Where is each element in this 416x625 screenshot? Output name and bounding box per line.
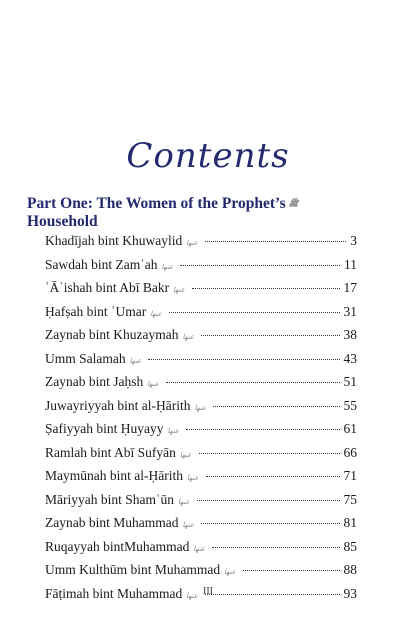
honorific-glyph-icon: عنها [182,521,195,529]
toc-entry-page: 31 [343,303,357,319]
toc-entry[interactable] [45,374,357,398]
honorific-glyph-icon: عنها [129,356,142,365]
dot-leader [201,523,339,524]
toc-entry-name: Sawdah bint Zamʿah [45,256,158,272]
toc-entry-name: ʿĀʾishah bint Abī Bakr [45,280,170,295]
toc-entry-name: Fāṭimah bint Muhammad [45,585,183,601]
toc-entry[interactable] [45,257,357,281]
dot-leader [201,335,339,336]
toc-entry-page: 55 [343,397,357,413]
toc-entry-name: Zaynab bint Khuzaymah [45,327,179,342]
honorific-glyph-icon: عنها [182,333,195,341]
part-heading-text-line2: Household [27,213,98,231]
honorific-glyph-icon: عنها [161,262,174,271]
toc-entry-name: Ḥafṣah bint ʿUmar [45,303,147,319]
toc-entry[interactable] [45,280,357,304]
toc-entry[interactable] [45,468,357,492]
dot-leader [206,476,340,477]
toc-entry-page: 3 [350,233,357,248]
honorific-glyph-icon: عنها [194,403,207,412]
toc-entry-page: 75 [343,491,357,507]
toc-entry-page: 93 [343,585,357,601]
toc-entry[interactable] [45,515,357,539]
toc-entry-page: 85 [343,538,357,554]
toc-entry[interactable] [45,539,357,563]
toc-entry-name: Ruqayyah bintMuhammad [45,538,190,554]
toc-entry[interactable] [45,351,357,375]
honorific-glyph-icon: عنها [147,380,159,388]
honorific-glyph-icon: عنها [186,591,198,600]
dot-leader [205,241,346,242]
dot-leader [243,570,340,571]
toc-entry[interactable] [45,327,357,351]
toc-entry-page: 51 [343,374,357,389]
dot-leader [148,359,339,360]
toc-entry-page: 43 [343,350,357,366]
page-title: Contents [126,136,290,176]
toc-entry-name: Umm Salamah [45,350,126,366]
toc-entry-name: Zaynab bint Jaḥsh [45,374,144,389]
part-heading [27,195,347,231]
toc-entry[interactable] [45,421,357,445]
dot-leader [199,453,340,454]
honorific-glyph-icon: عنها [179,450,192,459]
toc-entry[interactable] [45,492,357,516]
toc-entry-name: Maymūnah bint al-Ḥārith [45,468,183,483]
toc-entry[interactable] [45,445,357,469]
toc-entry-page: 88 [343,562,357,577]
dot-leader [186,429,339,430]
dot-leader [169,312,340,313]
toc-entry-name: Juwayriyyah bint al-Ḥārith [45,397,191,413]
toc-entry-page: 11 [344,256,357,272]
toc-entry[interactable] [45,304,357,328]
toc-entry[interactable] [45,233,357,257]
dot-leader [212,547,339,548]
toc-entry-page: 81 [343,515,357,530]
honorific-glyph-icon: عنها [224,568,236,576]
dot-leader [180,265,340,266]
honorific-glyph-icon: عنها [167,427,180,435]
toc-entry-name: Khadījah bint Khuwaylid [45,233,183,248]
toc-entry-name: Zaynab bint Muhammad [45,515,179,530]
honorific-glyph-icon: عنها [186,239,198,247]
dot-leader [213,406,339,407]
toc-entry-page: 66 [343,444,357,460]
honorific-glyph-icon: عنها [150,309,162,318]
toc-entry-name: Ramlah bint Abī Sufyān [45,444,176,460]
honorific-glyph-icon: عنها [193,544,206,553]
page-number: III [203,586,213,597]
toc-entry-page: 71 [343,468,357,483]
toc-entry[interactable] [45,398,357,422]
dot-leader [166,382,340,383]
part-heading-text: Part One: The Women of the Prophet’s [27,195,286,212]
toc-entry-name: Umm Kulthūm bint Muhammad [45,562,221,577]
toc-entry-name: Ṣafiyyah bint Ḥuyayy [45,421,164,436]
honorific-glyph-icon: عنها [177,497,190,506]
toc-entry-page: 17 [343,280,357,295]
honorific-glyph-icon: عنها [186,474,199,482]
dot-leader [192,288,340,289]
table-of-contents [45,233,357,609]
toc-entry-name: Māriyyah bint Shamʿūn [45,491,174,507]
toc-entry[interactable] [45,562,357,586]
honorific-glyph-icon: عنها [173,286,185,294]
toc-entry-page: 61 [343,421,357,436]
dot-leader [197,500,340,501]
toc-entry-page: 38 [343,327,357,342]
honorific-glyph-icon: ﷺ [288,199,299,209]
